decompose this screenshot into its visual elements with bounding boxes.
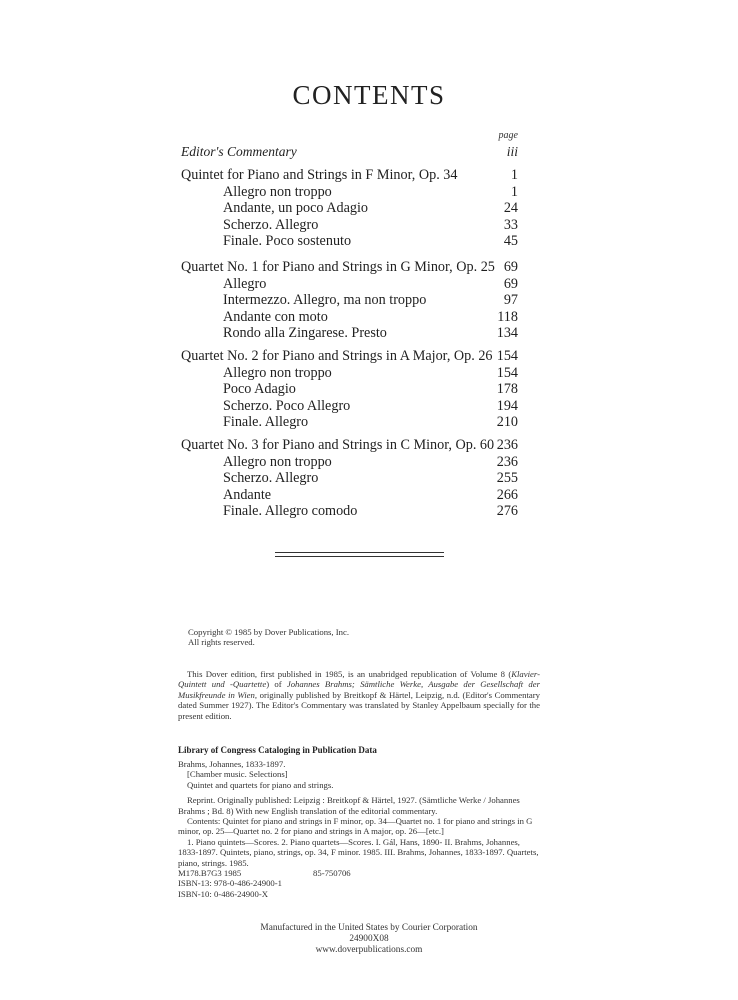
movement-label: Allegro non troppo — [223, 453, 332, 470]
print-code: 24900X08 — [349, 933, 389, 944]
toc-work-title[interactable] — [181, 348, 518, 365]
work-title: Quintet for Piano and Strings in F Minor, Op. 34 — [181, 167, 458, 183]
toc-work-quintet-op34 — [181, 167, 518, 250]
toc-movement[interactable] — [181, 398, 518, 415]
movement-page: 266 — [496, 486, 518, 503]
movement-page: 97 — [503, 292, 518, 308]
cip-author: Brahms, Johannes, 1833-1897. — [178, 759, 286, 769]
movement-page: 134 — [496, 325, 518, 341]
cip-data — [178, 759, 542, 899]
isbn-13: ISBN-13: 978-0-486-24900-1 — [178, 878, 282, 889]
toc-movement[interactable] — [181, 487, 518, 504]
movement-page: 154 — [496, 364, 518, 381]
toc-movement[interactable] — [181, 365, 518, 382]
movement-page: 255 — [496, 470, 518, 486]
cip-lccn: 85-750706 — [313, 868, 351, 879]
page-column-label: page — [498, 130, 518, 141]
movement-label: Andante, un poco Adagio — [223, 200, 368, 216]
manufacturer-info — [0, 923, 738, 955]
copyright-notice — [188, 627, 548, 648]
cip-subjects: 1. Piano quintets—Scores. 2. Piano quartets—Scores. I. Gál, Hans, 1890- II. Brahms, Johannes, 1833-1897. Quintets, piano, strings, op. 34, F minor. 1985. III. Brahms, Johannes, 1833-1897. Quartets, piano, strings. 1985. — [178, 836, 539, 868]
toc-work-quartet-op26 — [181, 348, 518, 431]
cip-call-number: M178.B7G3 1985 — [178, 868, 242, 879]
work-title: Quartet No. 3 for Piano and Strings in C Minor, Op. 60 — [181, 437, 495, 453]
work-title: Quartet No. 1 for Piano and Strings in G Minor, Op. 25 — [181, 259, 495, 275]
movement-label: Allegro — [223, 275, 267, 292]
movement-label: Andante con moto — [223, 308, 328, 325]
cip-title: Quintet and quartets for piano and strings. — [187, 779, 334, 790]
toc-movement[interactable] — [181, 200, 518, 217]
work-page: 236 — [496, 437, 518, 453]
work-title: Quartet No. 2 for Piano and Strings in A Major, Op. 26 — [181, 348, 493, 364]
toc-entry-editors-commentary[interactable] — [181, 144, 518, 161]
rights-line: All rights reserved. — [188, 637, 255, 648]
toc-movement[interactable] — [181, 325, 518, 342]
movement-page: 1 — [510, 183, 518, 200]
cip-contents-note: Contents: Quintet for piano and strings in F minor, op. 34—Quartet no. 1 for piano and strings in G minor, op. 25—Quartet no. 2 for piano and strings in A major, op. 26—[etc.] — [178, 816, 533, 837]
toc-work-quartet-op25 — [181, 259, 518, 342]
edition-note — [178, 669, 540, 721]
movement-label: Finale. Allegro comodo — [223, 503, 358, 519]
movement-page: 24 — [503, 200, 518, 216]
movement-page: 178 — [496, 381, 518, 397]
manufacturer-line: Manufactured in the United States by Courier Corporation — [260, 923, 478, 933]
toc-movement[interactable] — [181, 454, 518, 471]
movement-page: 33 — [503, 216, 518, 233]
toc-movement[interactable] — [181, 503, 518, 520]
movement-page: 236 — [496, 453, 518, 470]
cip-call-number-row — [178, 868, 542, 878]
movement-page: 210 — [496, 414, 518, 430]
toc-movement[interactable] — [181, 217, 518, 234]
toc-movement[interactable] — [181, 309, 518, 326]
movement-page: 118 — [497, 308, 518, 325]
movement-label: Finale. Allegro — [223, 414, 309, 430]
toc-movement[interactable] — [181, 292, 518, 309]
toc-movement[interactable] — [181, 381, 518, 398]
movement-label: Scherzo. Allegro — [223, 470, 319, 486]
movement-label: Poco Adagio — [223, 381, 296, 397]
work-page: 69 — [503, 259, 518, 275]
toc-movement[interactable] — [181, 470, 518, 487]
movement-page: 69 — [503, 275, 518, 292]
toc-work-quartet-op60 — [181, 437, 518, 520]
movement-page: 45 — [503, 233, 518, 249]
toc-entry-page: iii — [506, 144, 518, 159]
cip-heading: Library of Congress Cataloging in Publication Data — [178, 745, 377, 755]
edition-text: This Dover edition, first published in 1985, is an unabridged republication of Volume 8 ( — [187, 669, 512, 679]
cip-uniform-title: [Chamber music. Selections] — [187, 769, 288, 780]
movement-label: Allegro non troppo — [223, 183, 332, 200]
edition-text-italic: Klavier-Quintett und -Quartette — [178, 669, 540, 690]
work-page: 1 — [510, 167, 518, 183]
toc-work-title[interactable] — [181, 259, 518, 276]
toc-movement[interactable] — [181, 233, 518, 250]
edition-text: , originally published by Breitkopf & Härtel, Leipzig, n.d. (Editor's Commentary dated Summer 1927). The Editor's Commentary was translated by Stanley Appelbaum specially for the present edition. — [178, 689, 540, 721]
toc-movement[interactable] — [181, 414, 518, 431]
movement-page: 194 — [496, 397, 518, 414]
toc-movement[interactable] — [181, 276, 518, 293]
toc-entry-label: Editor's Commentary — [181, 144, 297, 159]
movement-label: Scherzo. Allegro — [223, 216, 319, 233]
movement-label: Intermezzo. Allegro, ma non troppo — [223, 292, 427, 308]
cip-reprint-note: Reprint. Originally published: Leipzig : Breitkopf & Härtel, 1927. (Sämtliche Werke / Johannes Brahms ; Bd. 8) With new English translation of the editorial commentary. — [178, 795, 520, 816]
isbn-10: ISBN-10: 0-486-24900-X — [178, 888, 269, 899]
toc-work-title[interactable] — [181, 437, 518, 454]
copyright-line: Copyright © 1985 by Dover Publications, Inc. — [188, 627, 350, 637]
website-link[interactable]: www.doverpublications.com — [315, 944, 423, 955]
edition-text: ) of — [266, 679, 287, 690]
page-title: CONTENTS — [292, 80, 446, 110]
work-page: 154 — [496, 348, 518, 364]
double-rule-divider — [275, 552, 444, 557]
movement-label: Scherzo. Poco Allegro — [223, 397, 351, 414]
edition-text-italic: Johannes Brahms; Sämtliche Werke, Ausgabe der Gesellschaft der Musikfreunde in Wien — [178, 679, 541, 700]
movement-label: Rondo alla Zingarese. Presto — [223, 325, 387, 341]
movement-label: Finale. Poco sostenuto — [223, 233, 352, 249]
movement-page: 276 — [496, 503, 518, 519]
toc-work-title[interactable] — [181, 167, 518, 184]
movement-label: Andante — [223, 486, 272, 503]
toc-movement[interactable] — [181, 184, 518, 201]
movement-label: Allegro non troppo — [223, 364, 332, 381]
